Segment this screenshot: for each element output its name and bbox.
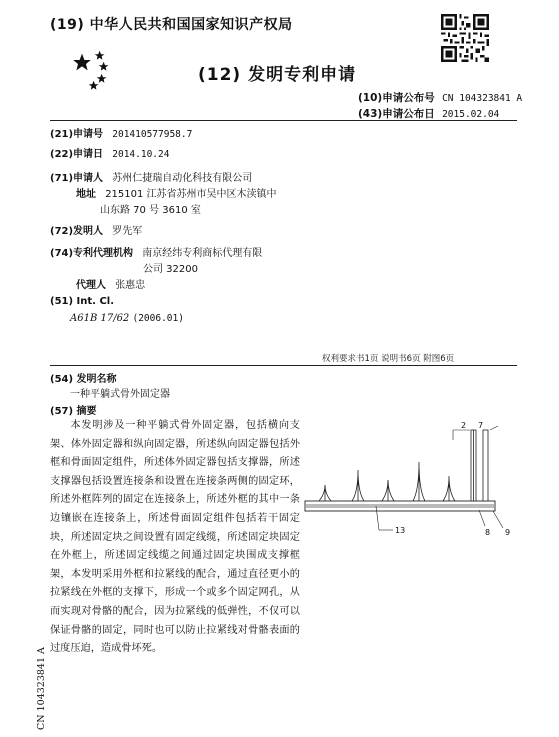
figure-label-7: 7	[478, 421, 484, 430]
page-count-info: 权利要求书1页 说明书6页 附图6页	[322, 354, 455, 364]
section-divider	[50, 365, 517, 366]
patent-agency-line-2: 公司 32200	[143, 264, 198, 275]
ipc-classification	[70, 313, 184, 324]
application-number	[50, 125, 192, 140]
application-number-value: 201410577958.7	[112, 129, 193, 140]
side-publication-number: CN 104323841 A	[36, 647, 47, 730]
patent-agency-label: (74)专利代理机构	[50, 248, 134, 259]
figure-label-13: 13	[395, 526, 406, 535]
abstract-label	[50, 402, 97, 417]
figure-label-8: 8	[485, 528, 491, 537]
abstract-text: 本发明涉及一种平躺式骨外固定器，包括横向支架、体外固定器和纵向固定器，所述纵向固定器包括外框和骨面固定组件，所述体外固定器包括支撑器，所述支撑器包括设置连接条和设置在连接条两侧的固定环，所述外框阵列的固定在连接条上，所述外框的其中一条边镶嵌在连接条上，所述骨面固定组件包括若干固定块，所述固定块之间设置有固定线缆，所述固定块固定在外框上，所述固定线缆之间通过固定块围成支撑框架，本发明采用外框和拉紧线的配合，通过直径更小的拉紧线在外框的支撑下，形成一个或多个固定网孔，从而实现对骨骼的配合，因为拉紧线的低弹性，不仅可以保证骨骼的固定，同时也可以防止拉紧线对骨骼表面的过度压迫，造成骨坏死。	[50, 420, 300, 655]
patent-agent	[76, 276, 145, 291]
patent-agent-label: 代理人	[76, 280, 106, 291]
application-date-label: (22)申请日	[50, 149, 104, 160]
patent-agency-line-1: 南京经纬专利商标代理有限	[142, 248, 263, 259]
address-label: 地址	[76, 189, 96, 200]
invention-title: 一种平躺式骨外固定器	[70, 389, 170, 400]
publication-number-value: CN 104323841 A	[442, 93, 523, 104]
figure-label-2: 2	[461, 421, 467, 430]
address-line-1: 215101 江苏省苏州市吴中区木渎镇中	[105, 189, 277, 200]
abstract-body	[50, 417, 300, 659]
address-line-2: 山东路 70 号 3610 室	[100, 205, 201, 216]
publication-date-value: 2015.02.04	[442, 109, 500, 120]
outer-frame-posts	[319, 462, 455, 501]
patent-agent-value: 张惠忠	[115, 280, 146, 291]
applicant-value: 苏州仁捷瑞自动化科技有限公司	[112, 173, 253, 184]
abstract-label-text: (57) 摘要	[50, 406, 97, 417]
qr-code-icon	[441, 14, 489, 62]
publication-date-label: (43)申请公布日	[358, 108, 435, 120]
int-cl-label	[50, 296, 114, 307]
figure-label-9: 9	[505, 528, 511, 537]
application-date-value: 2014.10.24	[112, 149, 170, 160]
inventor	[50, 222, 142, 237]
abstract-figure	[303, 418, 523, 538]
application-number-label: (21)申请号	[50, 129, 104, 140]
address	[76, 185, 277, 200]
ipc-version: (2006.01)	[132, 313, 184, 324]
publication-date	[358, 106, 499, 121]
office-name: (19) 中华人民共和国国家知识产权局	[50, 17, 293, 33]
publication-number-label: (10)申请公布号	[358, 92, 435, 104]
invention-title-label-text: (54) 发明名称	[50, 374, 117, 385]
horizontal-support	[305, 501, 495, 511]
office-logo-icon	[68, 48, 114, 94]
figure-labels	[395, 421, 510, 537]
upright-bars	[471, 430, 488, 501]
inventor-label: (72)发明人	[50, 226, 104, 237]
applicant-label: (71)申请人	[50, 173, 104, 184]
application-date	[50, 145, 169, 160]
header-divider	[50, 120, 517, 121]
ipc-code: A61B 17/62	[70, 313, 130, 324]
document-kind: (12) 发明专利申请	[198, 65, 357, 85]
int-cl-label-text: (51) Int. Cl.	[50, 296, 115, 307]
patent-agency	[50, 244, 262, 259]
invention-title-label	[50, 370, 117, 385]
applicant	[50, 169, 252, 184]
inventor-value: 罗先军	[112, 226, 143, 237]
publication-number	[358, 90, 522, 105]
